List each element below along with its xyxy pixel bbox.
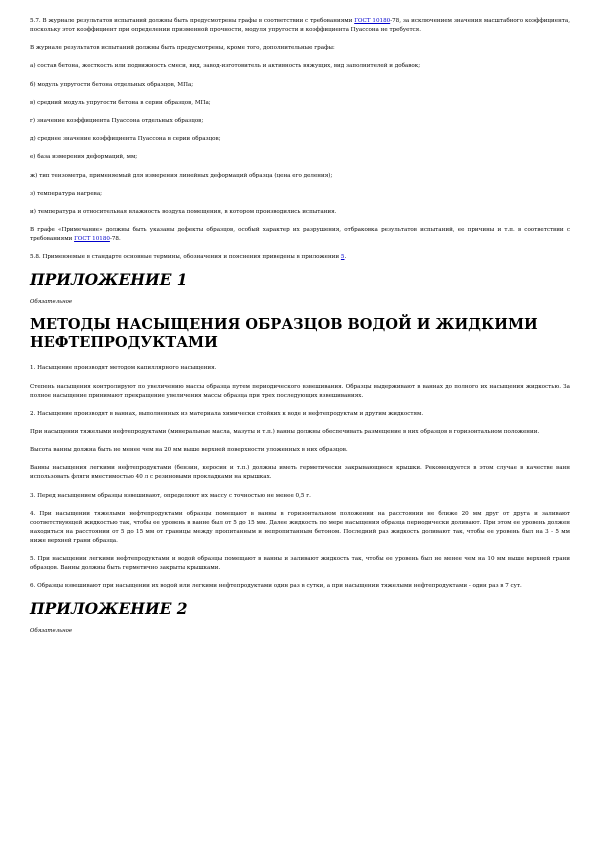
- appendix-1-para-3: 2. Насыщение производят в ваннах, выполненных из материала химически стойких к воде и нефтепродуктам и другим жидкостям.: [30, 410, 424, 417]
- list-item-g: г) значение коэффициента Пуассона отдельных образцов;: [30, 117, 204, 124]
- appendix-2-status: Обязательное: [30, 628, 73, 635]
- appendix-1-para-5: Высота ванны должна быть не менее чем на 20 мм выше верхней поверхности уложенных в них образцов.: [30, 447, 348, 454]
- list-item-b: б) модуль упругости бетона отдельных образцов, МПа;: [30, 81, 194, 88]
- appendix-1-status: Обязательное: [30, 299, 73, 306]
- gost-10180-link[interactable]: ГОСТ 10180: [354, 18, 391, 24]
- list-item-a: а) состав бетона, жесткость или подвижность смеси, вид, завод-изготовитель и активность вяжущих, вид заполнителей и добавок;: [30, 63, 421, 70]
- list-item-z: з) температура нагрева;: [30, 190, 103, 197]
- para-text: 5.8. Применяемые в стандарте основные термины, обозначения и пояснения приведены в приложении: [30, 254, 341, 261]
- appendix-5-link[interactable]: 5: [340, 254, 345, 261]
- list-item-e: е) база измерения деформаций, мм;: [30, 154, 138, 161]
- para-note-column: [30, 226, 570, 244]
- list-item-d: д) среднее значение коэффициента Пуассона в серии образцов;: [30, 136, 221, 143]
- appendix-1-title: МЕТОДЫ НАСЫЩЕНИЯ ОБРАЗЦОВ ВОДОЙ И ЖИДКИМИ НЕФТЕПРОДУКТАМИ: [30, 316, 538, 352]
- appendix-1-para-2: Степень насыщения контролируют по увеличению массы образца путем периодического взвешивания. Образцы выдерживают в ваннах до полного их насыщения жидкостью. За полное насыщение принимают прекращение увеличения массы образца при трех последующих взвешиваниях.: [30, 383, 570, 399]
- list-item-zh: ж) тип тензометра, применяемый для измерения линейных деформаций образца (цена его деления);: [30, 172, 333, 179]
- appendix-1-para-4: При насыщении тяжелыми нефтепродуктами (минеральные масла, мазуты и т.п.) ванны должны обеспечивать размещение в них образцов в горизонтальном положении.: [30, 429, 540, 435]
- appendix-1-para-6: Ванны насыщения легкими нефтепродуктами (бензин, керосин и т.п.) должны иметь герметически закрывающиеся крышки. Рекомендуется в этом случае в качестве ванн использовать фляги вместимостью 40 л с резиновыми прокладками на крышках.: [30, 465, 570, 481]
- para-5-7: [30, 17, 570, 35]
- list-item-v: в) средний модуль упругости бетона в серии образцов, МПа;: [30, 99, 211, 106]
- para-text: -78, за исключением значения масштабного коэффициента, поскольку этот коэффициент при определении призменной прочности, модуля упругости и коэффициента Пуассона не требуется.: [30, 18, 571, 33]
- list-item-i: и) температура и относительная влажность воздуха помещения, в котором производились испытания.: [30, 208, 337, 215]
- appendix-1-para-9: 5. При насыщении легкими нефтепродуктами и водой образцы помещают в ванны и заливают жидкость так, чтобы ее уровень был не менее чем на 10 мм выше верхней грани образцов. Ванны должны быть герметично закрыты крышками.: [30, 555, 570, 571]
- para-text: .: [344, 254, 347, 261]
- appendix-2-heading: ПРИЛОЖЕНИЕ 2: [30, 599, 188, 619]
- appendix-1-heading: ПРИЛОЖЕНИЕ 1: [30, 270, 188, 290]
- gost-10180-link-2[interactable]: ГОСТ 10180: [74, 236, 110, 243]
- appendix-1-para-8: 4. При насыщении тяжелыми нефтепродуктами образцы помещают в ванны в горизонтальном положении на расстоянии не ближе 20 мм друг от друга и заливают соответствующей жидкостью так, чтобы ее уровень в ванне был от 5 до 15 мм. Далее жидкость по мере насыщения образца периодически доливают. При этом ее уровень должен находиться на расстоянии от 5 до 15 мм от границы между пропитанным и непропитанным бетоном. Последний раз жидкость доливают так, чтобы ее уровень был на 3 - 5 мм ниже верхней грани образца.: [30, 510, 570, 544]
- appendix-1-para-7: 3. Перед насыщением образцы взвешивают, определяют их массу с точностью не менее 0,5 г.: [30, 492, 311, 499]
- para-extra-columns: В журнале результатов испытаний должны быть предусмотрены, кроме того, дополнительные графы:: [30, 45, 335, 52]
- appendix-1-para-10: 6. Образцы взвешивают при насыщении их водой или легкими нефтепродуктами один раз в сутки, а при насыщении тяжелыми нефтепродуктами - один раз в 7 сут.: [30, 583, 522, 590]
- para-text: 5.7. В журнале результатов испытаний должны быть предусмотрены графы в соответствии с требованиями: [30, 18, 355, 24]
- document-page: [30, 17, 570, 645]
- para-text: -78.: [109, 236, 121, 243]
- para-text: В графе «Примечание» должны быть указаны дефекты образцов, особый характер их разрушения, отбраковка результатов испытаний, ее причины и т.п. в соответствии с требованиями: [30, 227, 570, 243]
- para-5-8: [30, 253, 570, 262]
- appendix-1-para-1: 1. Насыщение производят методом капиллярного насыщения.: [30, 365, 217, 372]
